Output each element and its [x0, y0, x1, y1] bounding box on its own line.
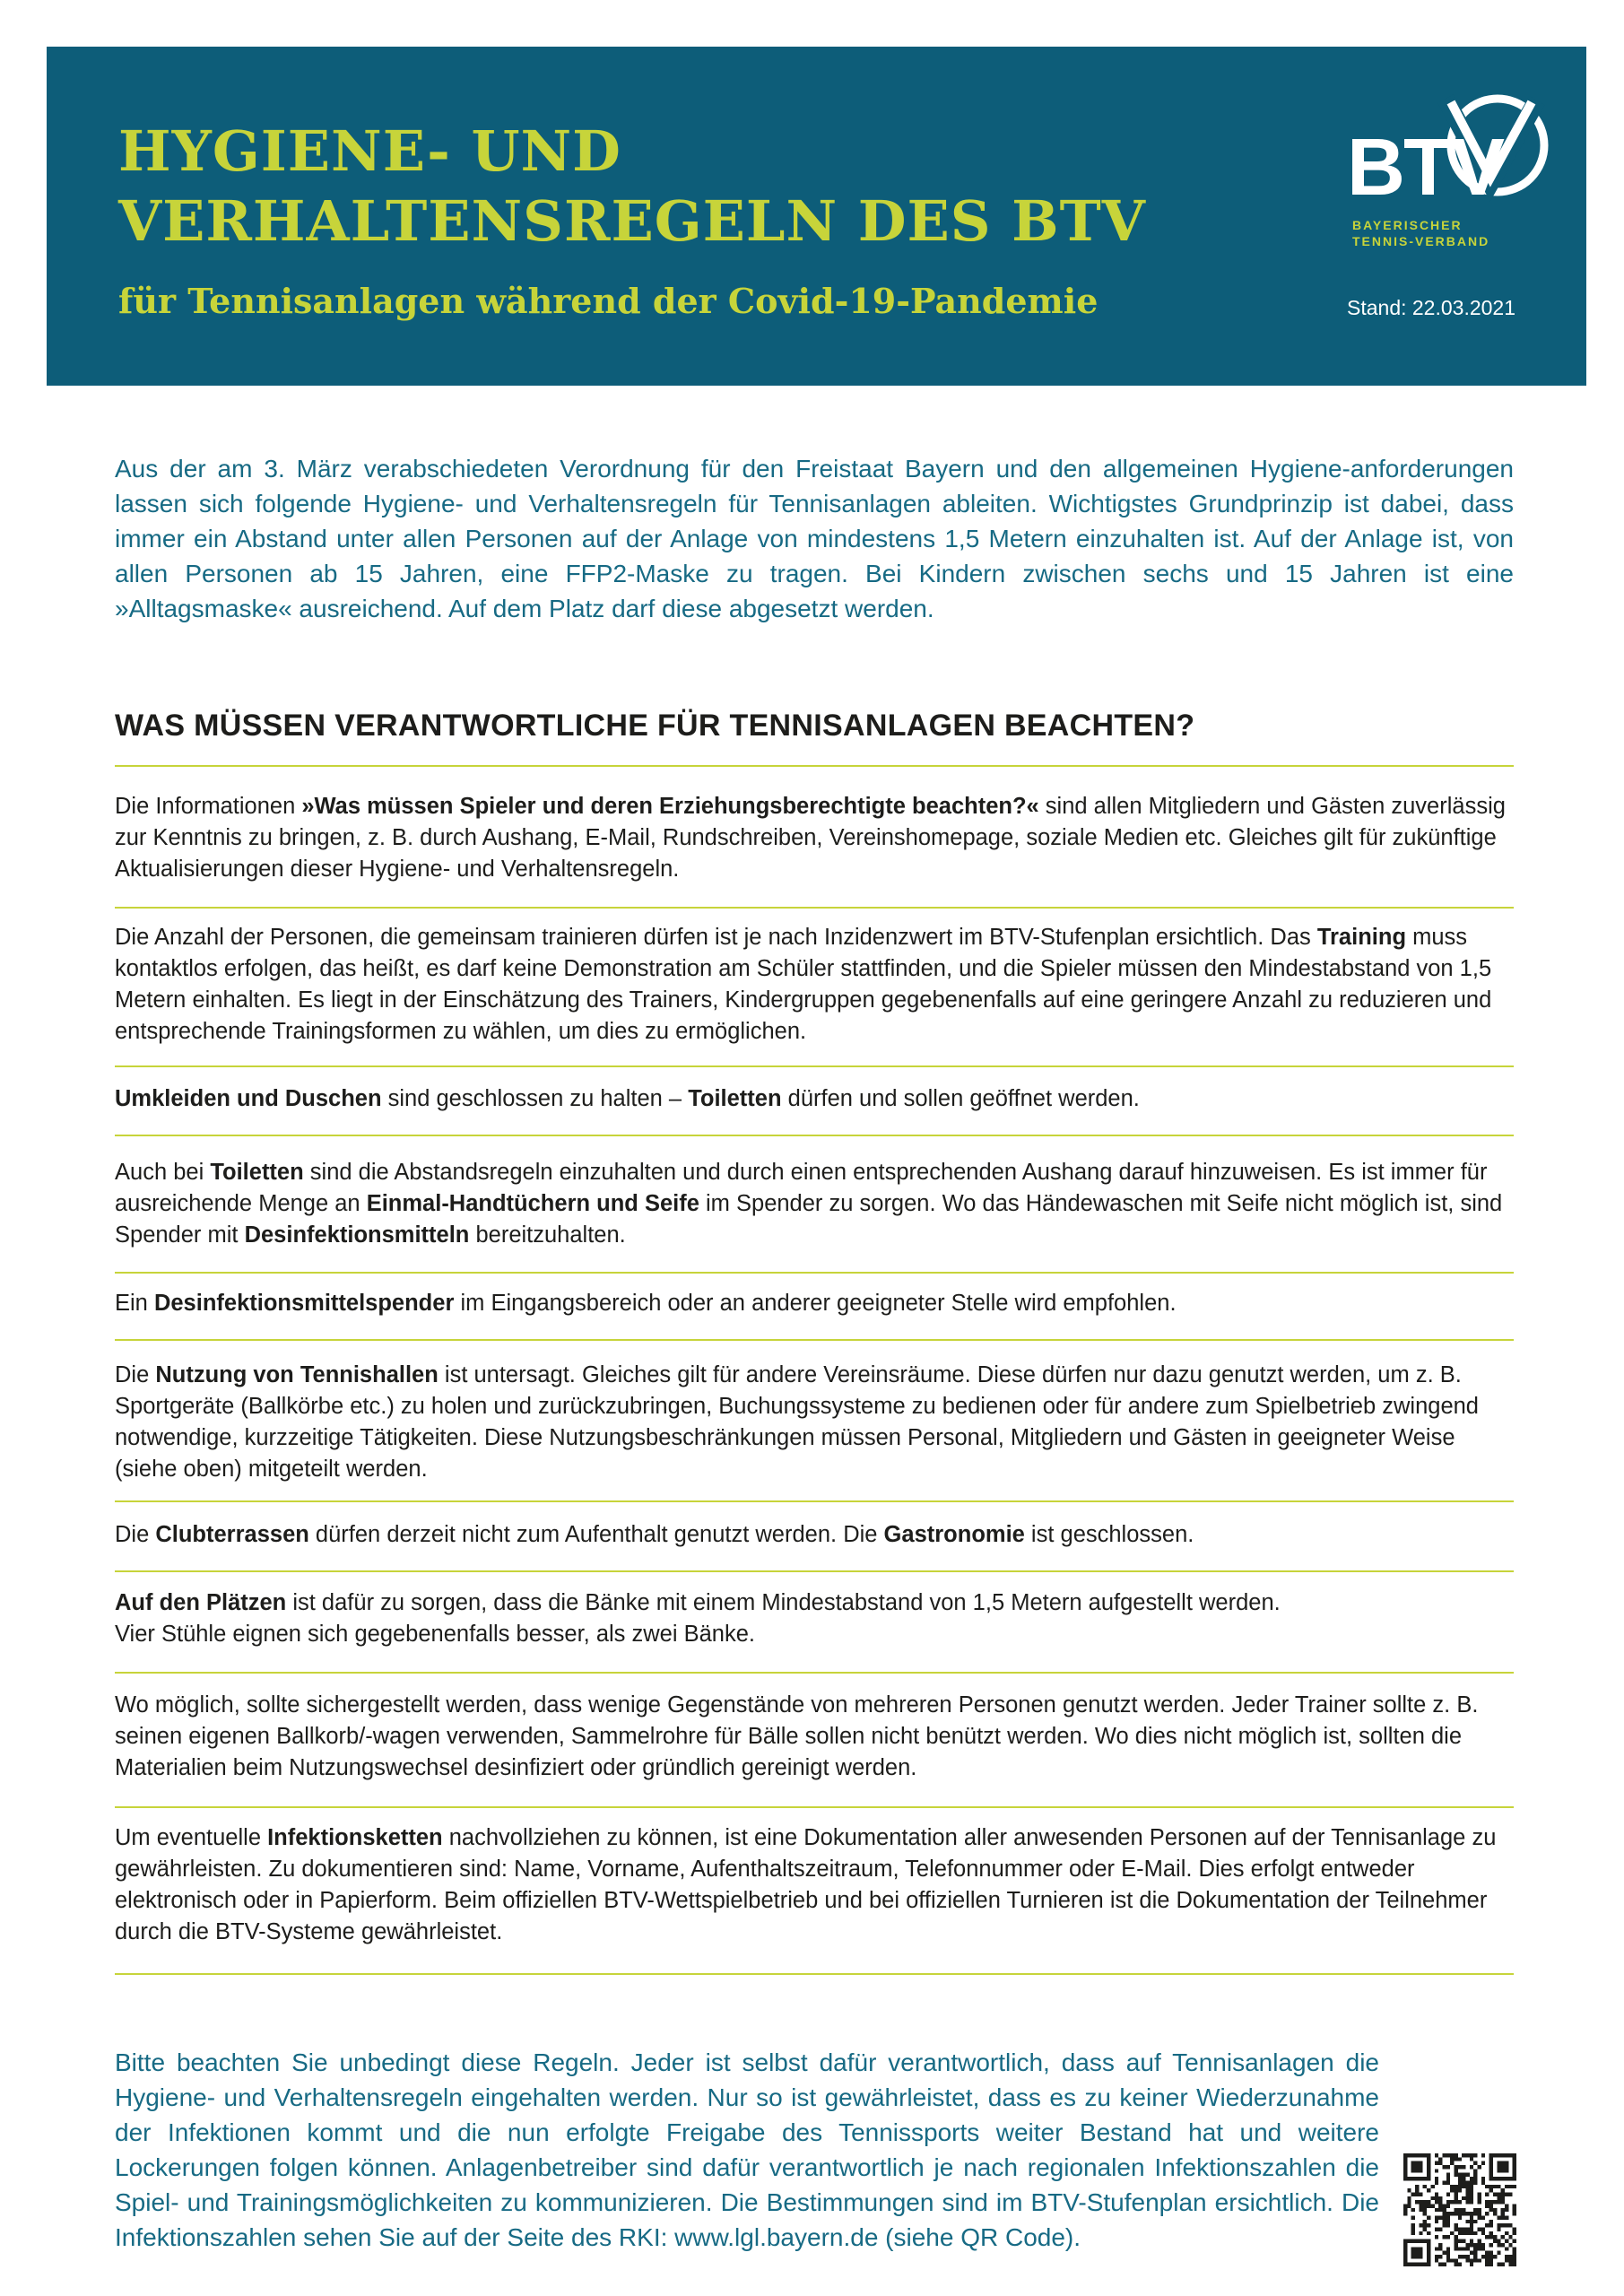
closing-text: Bitte beachten Sie unbedingt diese Regeln. Jeder ist selbst dafür verantwortlich, dass auf Tennisanlagen die Hygiene- und Verhaltensregeln eingehalten werden. Nur so ist gewährleistet, dass es zu keiner Wiederzunahme der Infektionen kommt und die nun erfolgte Freigabe des Tennissports weiter Bestand hat und weitere Lockerungen folgen können. Anlagenbetreiber sind dafür verantwortlich je nach regionalen Infektionszahlen die Spiel- und Trainingsmöglichkeiten zu kommunizieren. Die Bestimmungen sind im BTV-Stufenplan ersichtlich. Die Infektionszahlen sehen Sie auf der Seite des RKI: www.lgl.bayern.de (siehe QR Code). [115, 2048, 1379, 2251]
text: ist untersagt. Gleiches gilt für andere Vereinsräume. Diese dürfen nur dazu genutzt werden, um z. B. Sportgeräte (Ballkörbe etc.) zu holen und zurückzubringen, Buchungssysteme zu bedienen oder für andere zum Spielbetrieb zwingend notwendige, kurzzeitige Tätigkeiten. Diese Nutzungsbeschränkungen müssen Personal, Mitgliedern und Gästen in geeigneter Weise (siehe oben) mitgeteilt werden. [115, 1362, 1479, 1482]
bold-text: Desinfektionsmitteln [244, 1222, 470, 1248]
rule-disinfectant [115, 1288, 1514, 1319]
bold-text: Gastronomie [883, 1522, 1025, 1547]
text: dürfen derzeit nicht zum Aufenthalt genutzt werden. Die [308, 1522, 884, 1547]
divider [115, 1973, 1514, 1975]
divider [115, 1672, 1514, 1674]
rule-toilets [115, 1157, 1514, 1251]
bold-text: Clubterrassen [155, 1522, 309, 1547]
bold-text: Toiletten [210, 1160, 304, 1185]
page-title [118, 117, 1284, 257]
text: im Spender zu sorgen. Wo das Händewaschen mit Seife nicht möglich ist, sind Spender mit [115, 1191, 1503, 1248]
divider [115, 1570, 1514, 1572]
divider [115, 1135, 1514, 1136]
rule-information [115, 791, 1514, 885]
text: Die Anzahl der Personen, die gemeinsam trainieren dürfen ist je nach Inzidenzwert im BTV-Stufenplan ersichtlich. Das [115, 925, 1317, 950]
text: nachvollziehen zu können, ist eine Dokumentation aller anwesenden Personen auf der Tennisanlage zu gewährleisten. Zu dokumentieren sind: Name, Vorname, Aufenthaltszeitraum, Telefonnummer oder E-Mail. Dies erfolgt entweder elektronisch oder in Papierform. Beim offiziellen BTV-Wettspielbetrieb und bei offiziellen Turnieren ist die Dokumentation der Teilnehmer durch die BTV-Systeme gewährleistet. [115, 1825, 1497, 1944]
text: sind geschlossen zu halten – [381, 1086, 689, 1111]
text: Auch bei [115, 1160, 211, 1185]
text: Die [115, 1522, 156, 1547]
text: Wo möglich, sollte sichergestellt werden, dass wenige Gegenstände von mehreren Personen genutzt werden. Jeder Trainer sollte z. B. seinen eigenen Ballkorb/-wagen verwenden, Sammelrohre für Bälle sollen nicht benützt werden. Wo dies nicht möglich ist, sollten die Materialien beim Nutzungswechsel desinfiziert oder gründlich gereinigt werden. [115, 1692, 1479, 1780]
divider [115, 1500, 1514, 1502]
text: ist dafür zu sorgen, dass die Bänke mit einem Mindestabstand von 1,5 Metern aufgestellt werden. [286, 1590, 1281, 1615]
text: im Eingangsbereich oder an anderer geeigneter Stelle wird empfohlen. [454, 1291, 1177, 1316]
bold-text: Nutzung von Tennishallen [155, 1362, 439, 1387]
text: bereitzuhalten. [469, 1222, 626, 1248]
rule-club-terraces [115, 1519, 1514, 1551]
bold-text: Infektionsketten [267, 1825, 443, 1850]
text: dürfen und sollen geöffnet werden. [781, 1086, 1140, 1111]
btv-logo [1347, 83, 1571, 262]
divider [115, 1339, 1514, 1341]
header-banner [47, 47, 1586, 386]
divider [115, 1272, 1514, 1274]
bold-text: Einmal-Handtüchern und Seife [366, 1191, 699, 1216]
date-stamp: Stand: 22.03.2021 [1347, 296, 1515, 319]
rule-courts [115, 1587, 1514, 1650]
bold-text: »Was müssen Spieler und deren Erziehungsberechtigte beachten?« [301, 794, 1039, 819]
section-heading: WAS MÜSSEN VERANTWORTLICHE FÜR TENNISANLAGEN BEACHTEN? [115, 709, 1195, 743]
bold-text: Umkleiden und Duschen [115, 1086, 382, 1111]
bold-text: Auf den Plätzen [115, 1590, 287, 1615]
text: sind die Abstandsregeln einzuhalten und durch einen entsprechenden Aushang darauf hinzuweisen. Es ist immer für ausreichende Menge an [115, 1160, 1488, 1216]
text: Ein [115, 1291, 154, 1316]
text: Die Informationen [115, 794, 302, 819]
text: ist geschlossen. [1024, 1522, 1194, 1547]
divider [115, 765, 1514, 767]
page-subtitle: für Tennisanlagen während der Covid-19-Pandemie [118, 281, 1099, 321]
divider [115, 1065, 1514, 1067]
closing-paragraph [115, 2045, 1514, 2257]
text: muss kontaktlos erfolgen, das heißt, es darf keine Demonstration am Schüler stattfinden, und die Spieler müssen den Mindestabstand von 1,5 Metern einhalten. Es liegt in der Einschätzung des Trainers, Kindergruppen gegebenenfalls auf eine geringere Anzahl zu reduzieren und entsprechende Trainingsformen zu wählen, um dies zu ermöglichen. [115, 925, 1492, 1044]
rule-training [115, 922, 1514, 1048]
text: sind allen Mitgliedern und Gästen zuverlässig zur Kenntnis zu bringen, z. B. durch Aushang, E-Mail, Rundschreiben, Vereinshomepage, soziale Medien etc. Gleiches gilt für zukünftige Aktualisierungen dieser Hygiene- und Verhaltensregeln. [115, 794, 1506, 882]
rule-shared-items [115, 1690, 1514, 1784]
bold-text: Desinfektionsmittelspender [153, 1291, 455, 1316]
rule-changing-rooms [115, 1083, 1514, 1115]
logo-letters: BTV [1347, 123, 1503, 213]
rule-tennis-halls [115, 1360, 1514, 1485]
qr-code-icon [1403, 2153, 1516, 2266]
title-line-1: HYGIENE- UND [118, 118, 621, 184]
intro-paragraph: Aus der am 3. März verabschiedeten Verordnung für den Freistaat Bayern und den allgemeinen Hygiene-anforderungen lassen sich folgende Hygiene- und Verhaltensregeln für Tennisanlagen ableiten. Wichtigstes Grundprinzip ist dabei, dass immer ein Abstand unter allen Personen auf der Anlage von mindestens 1,5 Metern einzuhalten ist. Auf der Anlage ist, von allen Personen ab 15 Jahren, eine FFP2-Maske zu tragen. Bei Kindern zwischen sechs und 15 Jahren ist eine »Alltagsmaske« ausreichend. Auf dem Platz darf diese abgesetzt werden. [115, 455, 1514, 622]
rule-infection-chains [115, 1822, 1514, 1948]
title-line-2: VERHALTENSREGELN DES BTV [118, 188, 1146, 254]
bold-text: Toiletten [688, 1086, 782, 1111]
logo-line-2: TENNIS-VERBAND [1352, 234, 1490, 248]
bold-text: Training [1316, 925, 1407, 950]
divider [115, 907, 1514, 909]
divider [115, 1806, 1514, 1808]
text: Vier Stühle eignen sich gegebenenfalls besser, als zwei Bänke. [115, 1622, 755, 1647]
logo-line-1: BAYERISCHER [1352, 218, 1463, 232]
text: Die [115, 1362, 156, 1387]
text: Um eventuelle [115, 1825, 268, 1850]
logo-subtitle [1352, 217, 1489, 249]
